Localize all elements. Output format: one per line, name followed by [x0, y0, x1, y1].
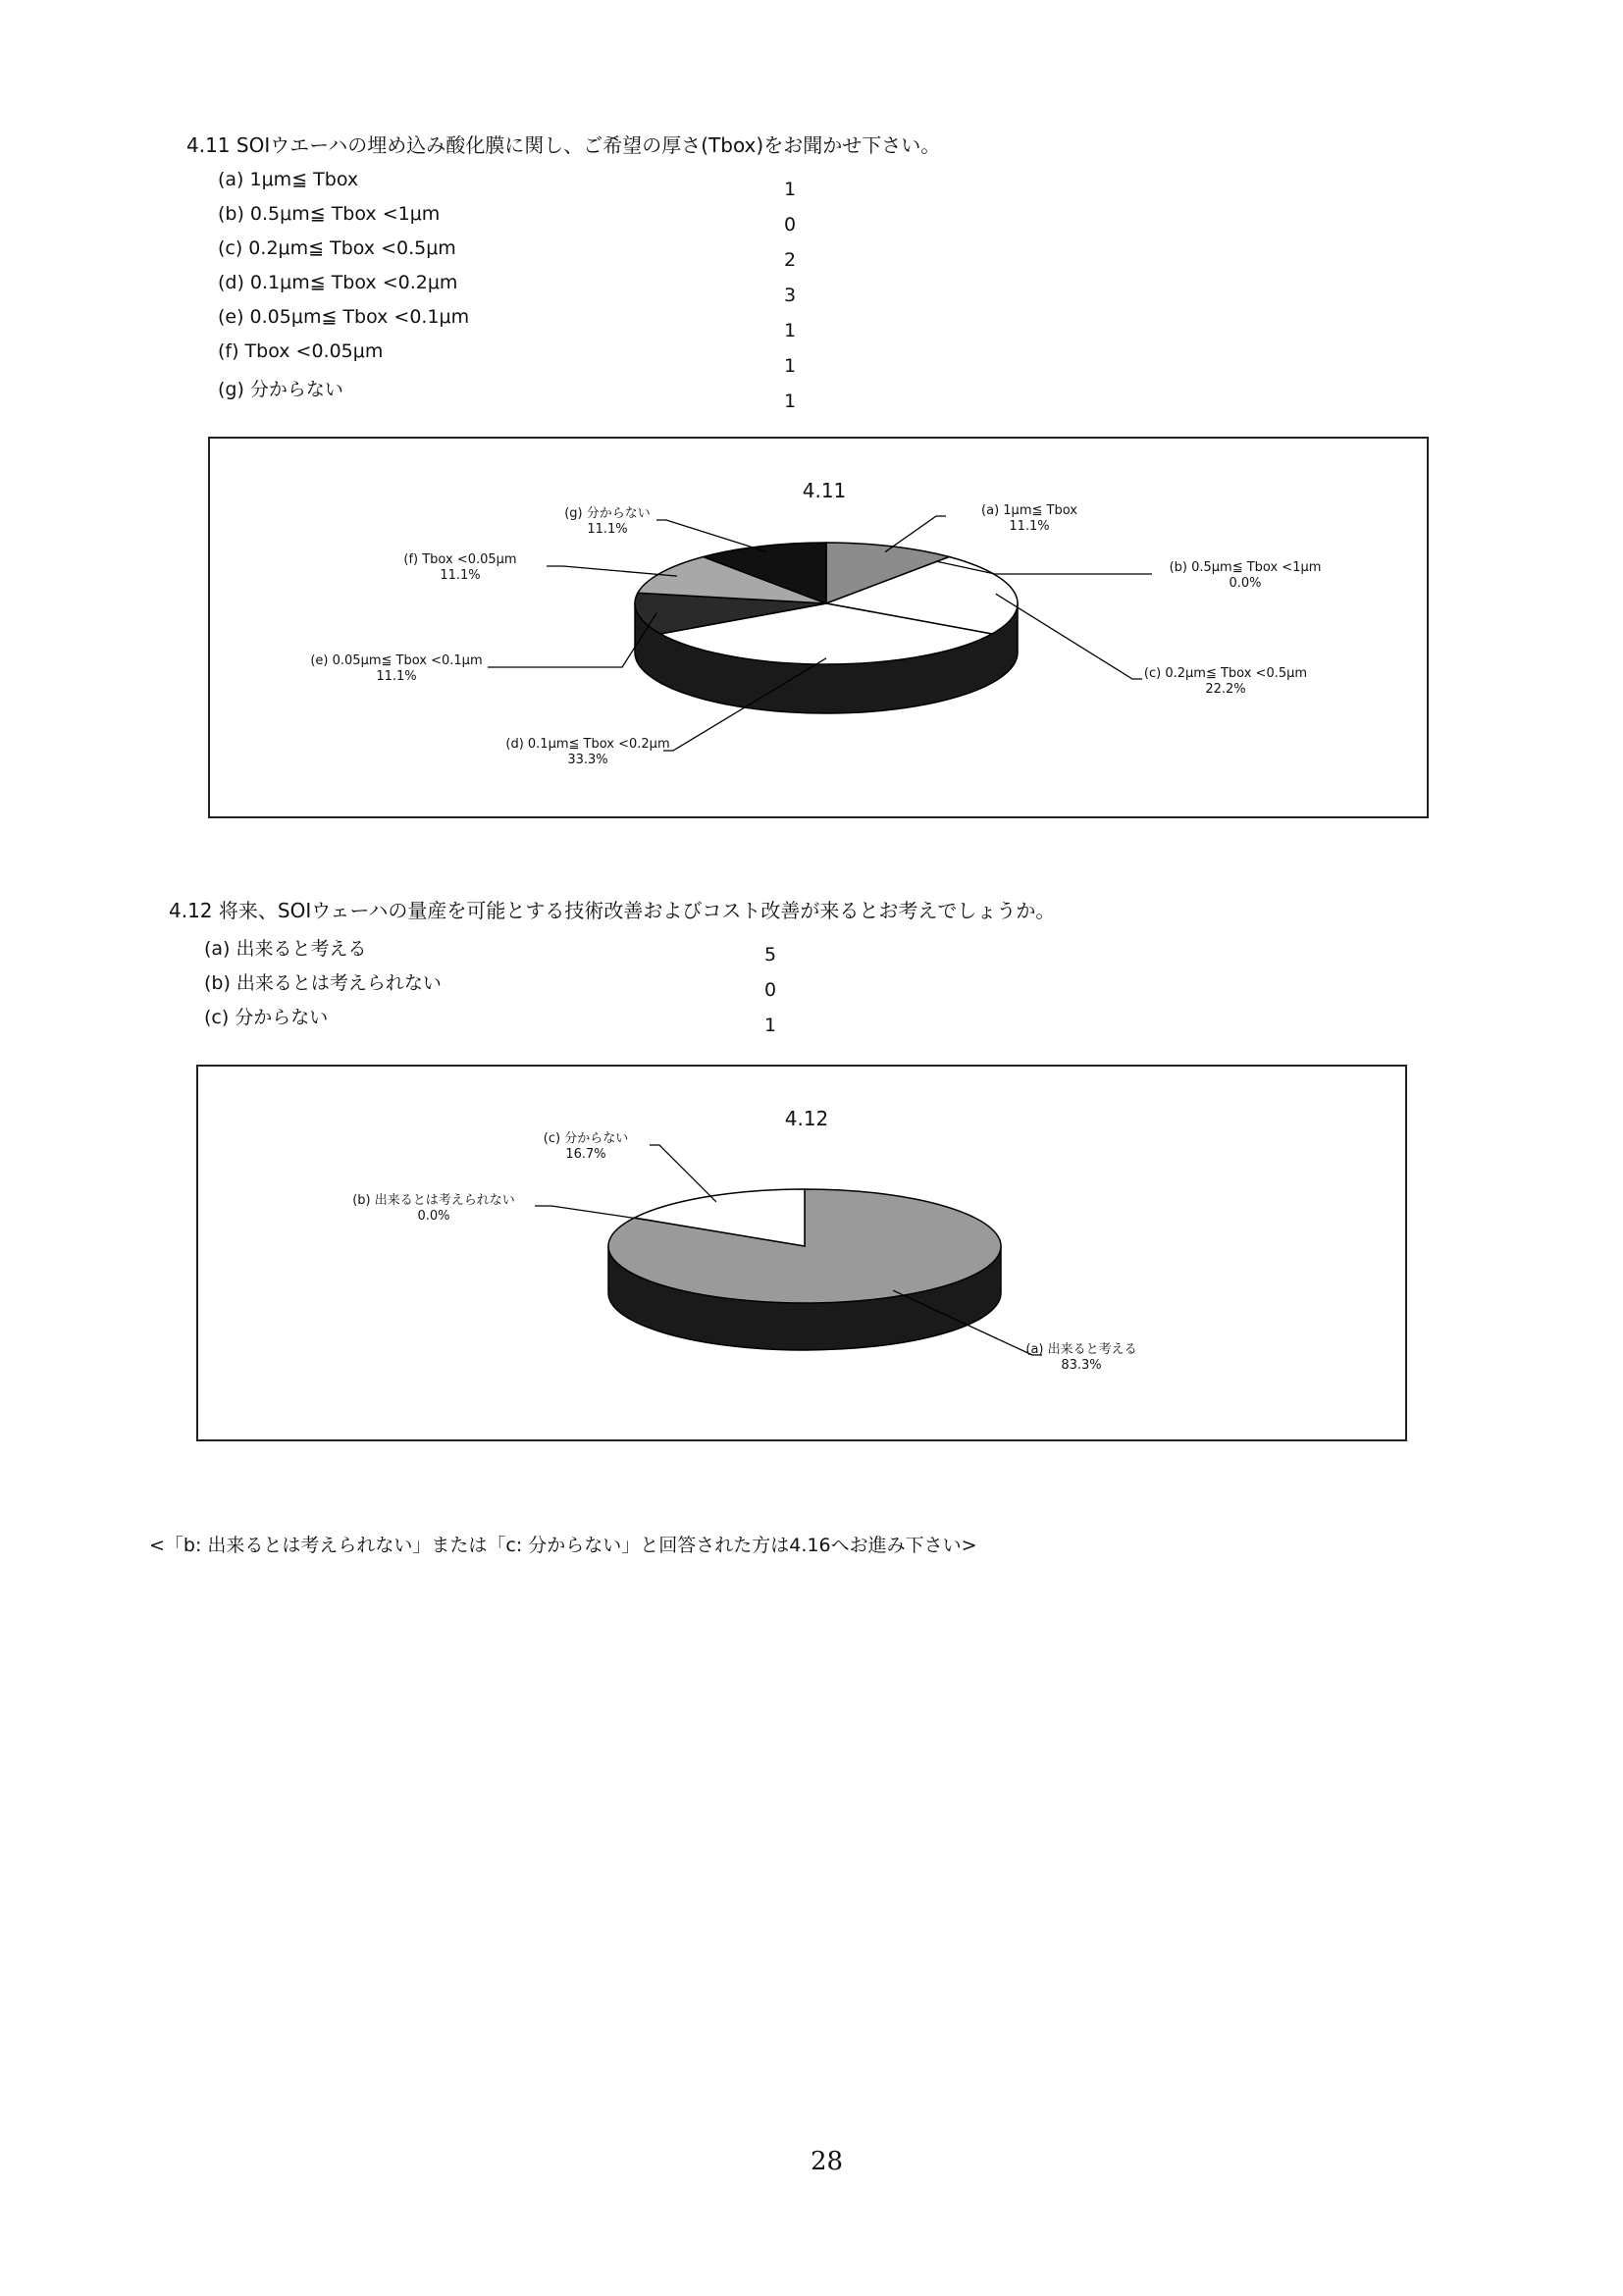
pie411-leader-6: [656, 520, 767, 552]
page-number: 28: [811, 2147, 844, 2176]
q411-count-a: 1: [783, 179, 797, 200]
pie412-label-2: (c) 分からない: [543, 1131, 629, 1146]
pie411-pct-6: 11.1%: [587, 522, 628, 537]
q412-count-c: 1: [763, 1015, 777, 1036]
pie412-label-0: (a) 出来ると考える: [1025, 1342, 1137, 1357]
q411-option-a: (a) 1μm≦ Tbox: [218, 169, 359, 190]
pie411-leader-5: [547, 566, 677, 576]
pie411-label-0: (a) 1μm≦ Tbox: [981, 503, 1077, 518]
q411-option-b: (b) 0.5μm≦ Tbox <1μm: [218, 203, 441, 225]
chart-412: [198, 1067, 1405, 1439]
q412-option-c: (c) 分からない: [204, 1007, 329, 1028]
pie412-label-1: (b) 出来るとは考えられない: [352, 1193, 515, 1208]
chart-412-frame: [196, 1065, 1407, 1441]
pie412-pct-0: 83.3%: [1061, 1358, 1102, 1373]
q412-option-a: (a) 出来ると考える: [204, 938, 367, 960]
instruction-note: <「b: 出来るとは考えられない」または「c: 分からない」と回答された方は4.16へお進み下さい>: [149, 1535, 977, 1556]
q411-count-g: 1: [783, 391, 797, 412]
q412-title: 4.12 将来、SOIウェーハの量産を可能とする技術改善およびコスト改善が来るとお考えでしょうか。: [169, 899, 1056, 922]
pie412-leader-2: [650, 1145, 716, 1202]
q411-count-d: 3: [783, 285, 797, 306]
q411-option-f: (f) Tbox <0.05μm: [218, 340, 384, 362]
pie412-leader-1: [535, 1206, 652, 1221]
pie411-leader-4: [488, 613, 656, 667]
pie411-label-1: (b) 0.5μm≦ Tbox <1μm: [1169, 560, 1322, 575]
pie411-pct-5: 11.1%: [440, 568, 481, 583]
pie412-pct-2: 16.7%: [565, 1147, 606, 1162]
q411-option-c: (c) 0.2μm≦ Tbox <0.5μm: [218, 237, 456, 259]
pie411-pct-0: 11.1%: [1009, 519, 1050, 534]
q411-count-c: 2: [783, 249, 797, 271]
pie411-pct-1: 0.0%: [1229, 576, 1262, 591]
pie411-label-5: (f) Tbox <0.05μm: [403, 552, 517, 567]
pie411-label-4: (e) 0.05μm≦ Tbox <0.1μm: [310, 653, 483, 668]
pie411-label-2: (c) 0.2μm≦ Tbox <0.5μm: [1143, 666, 1308, 681]
chart-411-frame: [208, 437, 1429, 818]
pie411-label-3: (d) 0.1μm≦ Tbox <0.2μm: [505, 737, 670, 752]
q411-option-g: (g) 分からない: [218, 379, 343, 400]
pie411-pct-3: 33.3%: [567, 753, 608, 767]
pie411-pct-4: 11.1%: [376, 669, 417, 684]
q411-option-d: (d) 0.1μm≦ Tbox <0.2μm: [218, 272, 458, 293]
q411-count-e: 1: [783, 320, 797, 341]
q412-count-a: 5: [763, 944, 777, 965]
pie411-pct-2: 22.2%: [1205, 682, 1246, 697]
q412-count-b: 0: [763, 979, 777, 1001]
pie411-label-6: (g) 分からない: [564, 506, 651, 521]
q411-count-b: 0: [783, 214, 797, 235]
q411-title: 4.11 SOIウエーハの埋め込み酸化膜に関し、ご希望の厚さ(Tbox)をお聞かせ下さい。: [186, 133, 941, 157]
q411-count-f: 1: [783, 355, 797, 377]
chart-411: [210, 439, 1427, 816]
chart-411-title: 4.11: [802, 479, 847, 502]
pie412-pct-1: 0.0%: [417, 1209, 450, 1224]
q412-option-b: (b) 出来るとは考えられない: [204, 972, 442, 994]
chart-412-title: 4.12: [784, 1107, 829, 1130]
q411-option-e: (e) 0.05μm≦ Tbox <0.1μm: [218, 306, 470, 328]
